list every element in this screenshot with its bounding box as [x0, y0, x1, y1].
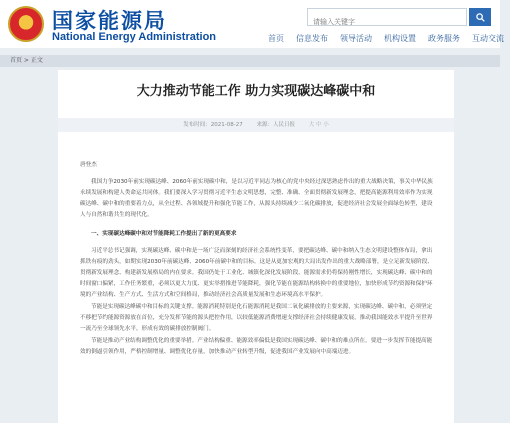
search-icon	[476, 13, 485, 22]
article-meta	[58, 118, 454, 132]
national-emblem-icon: ★	[8, 6, 44, 42]
article-panel	[58, 70, 454, 423]
paragraph: 节能是实现碳达峰碳中和目标的关键支撑。能源消耗特别是化石能源消耗是我国二氧化碳排放的主要来源，实现碳达峰、碳中和，必须坚定不移把节约能源资源放在首位，充分发挥节能的源头把控作用，以较低能源消费增速支撑经济社会持续健康发展，推动我国能效水平提升至世界一流乃至全球领先水平，形成有效的碳排放控制阀门。	[80, 304, 433, 332]
main-nav	[262, 33, 510, 44]
nav-info[interactable]: 信息发布	[296, 34, 328, 43]
article-author: 唐登杰	[80, 162, 97, 168]
publish-date: 发布时间：2021-08-27	[183, 122, 243, 128]
nav-leaders[interactable]: 领导活动	[340, 34, 372, 43]
search-button[interactable]	[469, 8, 491, 26]
nav-interaction[interactable]: 互动交流	[472, 34, 504, 43]
article-title: 大力推动节能工作 助力实现碳达峰碳中和	[136, 84, 376, 99]
article-body	[80, 160, 434, 359]
font-size-toggle[interactable]: 大 中 小	[308, 122, 329, 128]
nav-home[interactable]: 首页	[268, 34, 284, 43]
search-box	[307, 8, 467, 26]
site-name-en[interactable]: National Energy Administration	[52, 31, 217, 43]
breadcrumb[interactable]: 首页 > 正文	[0, 55, 500, 67]
site-header	[0, 0, 504, 48]
paragraph: 我国力争2030年前实现碳达峰、2060年前实现碳中和，是以习近平同志为核心的党中央经过深思熟虑作出的重大战略决策，事关中华民族永续发展和构建人类命运共同体。我们要深入学习贯彻习近平生态文明思想，完整、准确、全面贯彻新发展理念，把提高能源利用效率作为实现碳达峰、碳中和的重要着力点，从全过程、各领域提升和强化节能工作，从源头持续减少二氧化碳排放，促进经济社会发展全面绿色转型，建设人与自然和谐共生的现代化。	[80, 179, 433, 218]
site-name-cn[interactable]: 国家能源局	[52, 9, 167, 33]
paragraph: 节能是推动产业结构调整优化的重要举措。产业结构偏重、能源效率偏低是我国实现碳达峰、碳中和的难点所在。要进一步发挥节能提高能效的倒逼引领作用，严格控制增量、调整优化存量，加快推动产业转型升级，促进我国产业发展向中高端迈进。	[80, 338, 433, 355]
nav-services[interactable]: 政务服务	[428, 34, 460, 43]
article-source: 来源：人民日报	[256, 122, 295, 128]
search-input[interactable]	[308, 14, 466, 30]
section-heading: 一、实现碳达峰碳中和对节能降耗工作提出了新的更高要求	[91, 231, 237, 237]
nav-org[interactable]: 机构设置	[384, 34, 416, 43]
paragraph: 习近平总书记强调，实现碳达峰、碳中和是一场广泛而深刻的经济社会系统性变革，要把碳达峰、碳中和纳入生态文明建设整体布局，拿出抓铁有痕的劲头，如期实现2030年前碳达峰、2060年前碳中和的目标。这是从更加宏观的大局出发作出的重大战略部署，是立足新发展阶段、贯彻新发展理念、构建新发展格局的内在要求。我国仍处于工业化、城镇化深化发展阶段，能源需求仍将保持刚性增长，实现碳达峰、碳中和的时间窗口偏紧，工作任务繁重，必须以更大力度、更实举措推进节能降耗，强化节能在能源结构转换中的重要地位，加快形成节约资源和保护环境的产业结构、生产方式、生活方式和空间格局，推动经济社会高质量发展和生态环境高水平保护。	[80, 248, 433, 298]
